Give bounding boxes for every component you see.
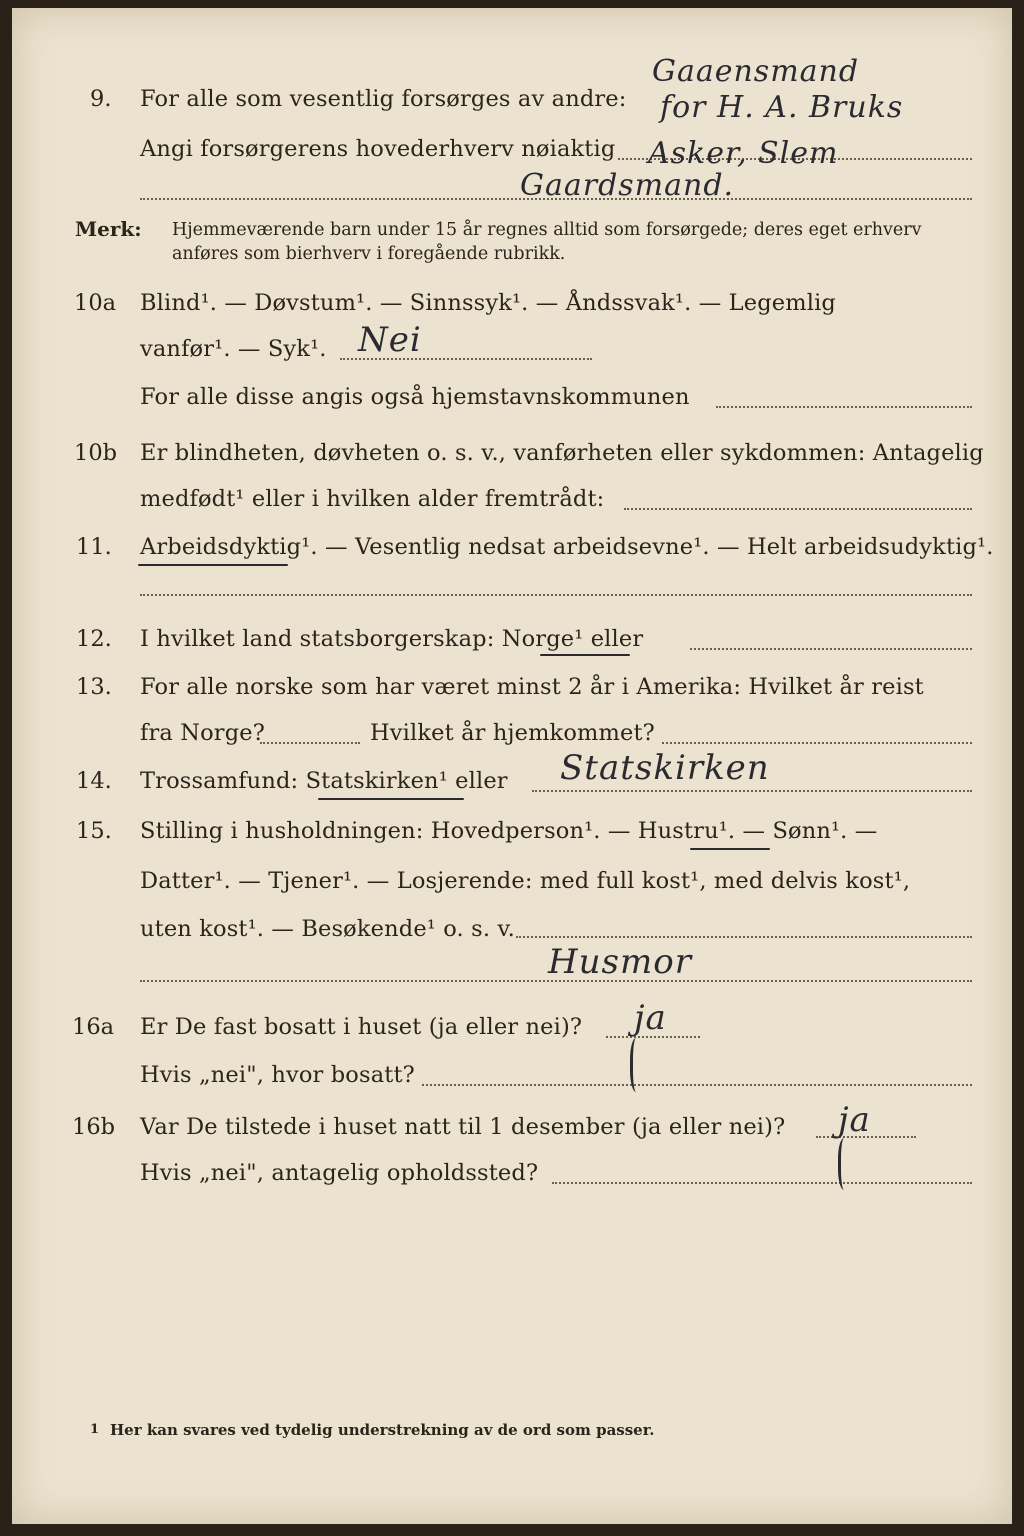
q15-line2: Datter¹. — Tjener¹. — Losjerende: med full kost¹, med delvis kost¹,	[140, 868, 911, 894]
q15-line1: Stilling i husholdningen: Hovedperson¹. — Hustru¹. — Sønn¹. —	[140, 818, 878, 844]
q11-option-arbeidsdyktig: Arbeidsdyktig	[140, 534, 302, 560]
q10b-line1: Er blindheten, døvheten o. s. v., vanførheten eller sykdommen: Antagelig	[140, 440, 984, 466]
q11-rest: ¹. — Vesentlig nedsat arbeidsevne¹. — Helt arbeidsudyktig¹.	[301, 534, 994, 560]
footnote-text: Her kan svares ved tydelig understrekning av de ord som passer.	[110, 1421, 655, 1439]
q11-underline	[138, 564, 288, 566]
q14-number: 14.	[76, 768, 112, 794]
q13-line2a: fra Norge?	[140, 720, 265, 746]
q14-underline	[318, 798, 464, 800]
q10a-line1: Blind¹. — Døvstum¹. — Sinnssyk¹. — Åndssvak¹. — Legemlig	[140, 290, 836, 316]
q13-reist-line	[260, 742, 360, 744]
merk-line1: Hjemmeværende barn under 15 år regnes alltid som forsørgede; deres eget erhverv	[172, 220, 922, 240]
q9-handwritten-2: for H. A. Bruks	[660, 90, 904, 125]
q16a-ditto-mark	[630, 1038, 645, 1092]
q10a-line3: For alle disse angis også hjemstavnskommunen	[140, 384, 690, 410]
q9-handwritten-1: Gaaensmand	[652, 54, 860, 89]
q15-number: 15.	[76, 818, 112, 844]
q15-underline	[690, 848, 770, 850]
q13-line1: For alle norske som har været minst 2 år i Amerika: Hvilket år reist	[140, 674, 924, 700]
footnote-mark: 1	[90, 1422, 100, 1437]
q12-number: 12.	[76, 626, 112, 652]
q10b-answer-line	[624, 508, 972, 510]
q16a-handwritten: ja	[634, 998, 667, 1038]
merk-line2: anføres som bierhverv i foregående rubrikk.	[172, 244, 566, 264]
q14-handwritten: Statskirken	[560, 748, 770, 788]
q16b-handwritten: ja	[838, 1100, 871, 1140]
q12-underline	[540, 654, 630, 656]
q10a-line2: vanfør¹. — Syk¹.	[140, 336, 327, 362]
q12-line: I hvilket land statsborgerskap: Norge¹ eller	[140, 626, 644, 652]
q10a-hjemstavn-line	[716, 406, 972, 408]
q9-number: 9.	[90, 86, 112, 112]
q12-answer-line	[690, 648, 972, 650]
q15-answer-line	[516, 936, 972, 938]
q11-line	[140, 532, 994, 562]
q9-handwritten-3: Asker, Slem	[648, 136, 839, 171]
merk-label: Merk:	[75, 217, 142, 241]
q13-hjemkommet-line	[662, 742, 972, 744]
q16a-bosatt-line	[422, 1084, 972, 1086]
q14-answer-line	[532, 790, 972, 792]
q14-line: Trossamfund: Statskirken¹ eller	[140, 768, 508, 794]
q13-number: 13.	[76, 674, 112, 700]
q16b-line1: Var De tilstede i huset natt til 1 desember (ja eller nei)?	[140, 1114, 786, 1140]
q10b-number: 10b	[74, 440, 118, 466]
q15-handwritten: Husmor	[548, 942, 692, 982]
q13-line2b: Hvilket år hjemkommet?	[370, 720, 655, 746]
q16a-number: 16a	[72, 1014, 115, 1040]
q9-line1: For alle som vesentlig forsørges av andre:	[140, 86, 627, 112]
q10b-line2: medfødt¹ eller i hvilken alder fremtrådt:	[140, 486, 605, 512]
q10a-number: 10a	[74, 290, 117, 316]
q9-handwritten-4: Gaardsmand.	[520, 168, 735, 203]
q16b-opholdssted-line	[552, 1182, 972, 1184]
q16b-line2: Hvis „nei", antagelig opholdssted?	[140, 1160, 539, 1186]
q9-line2: Angi forsørgerens hovederhverv nøiaktig	[140, 136, 616, 162]
q15-option-hustru: Hustru	[637, 818, 719, 844]
q11-number: 11.	[76, 534, 112, 560]
q14-option-statskirken: Statskirken	[305, 768, 439, 794]
q10a-handwritten: Nei	[358, 320, 422, 360]
q11-answer-line	[140, 594, 972, 596]
q16a-line1: Er De fast bosatt i huset (ja eller nei)?	[140, 1014, 583, 1040]
q12-option-norge: Norge	[501, 626, 575, 652]
q16b-ditto-mark	[838, 1138, 853, 1190]
census-form-page	[12, 8, 1012, 1524]
q16b-number: 16b	[72, 1114, 116, 1140]
q15-line3: uten kost¹. — Besøkende¹ o. s. v.	[140, 916, 515, 942]
q16a-line2: Hvis „nei", hvor bosatt?	[140, 1062, 415, 1088]
